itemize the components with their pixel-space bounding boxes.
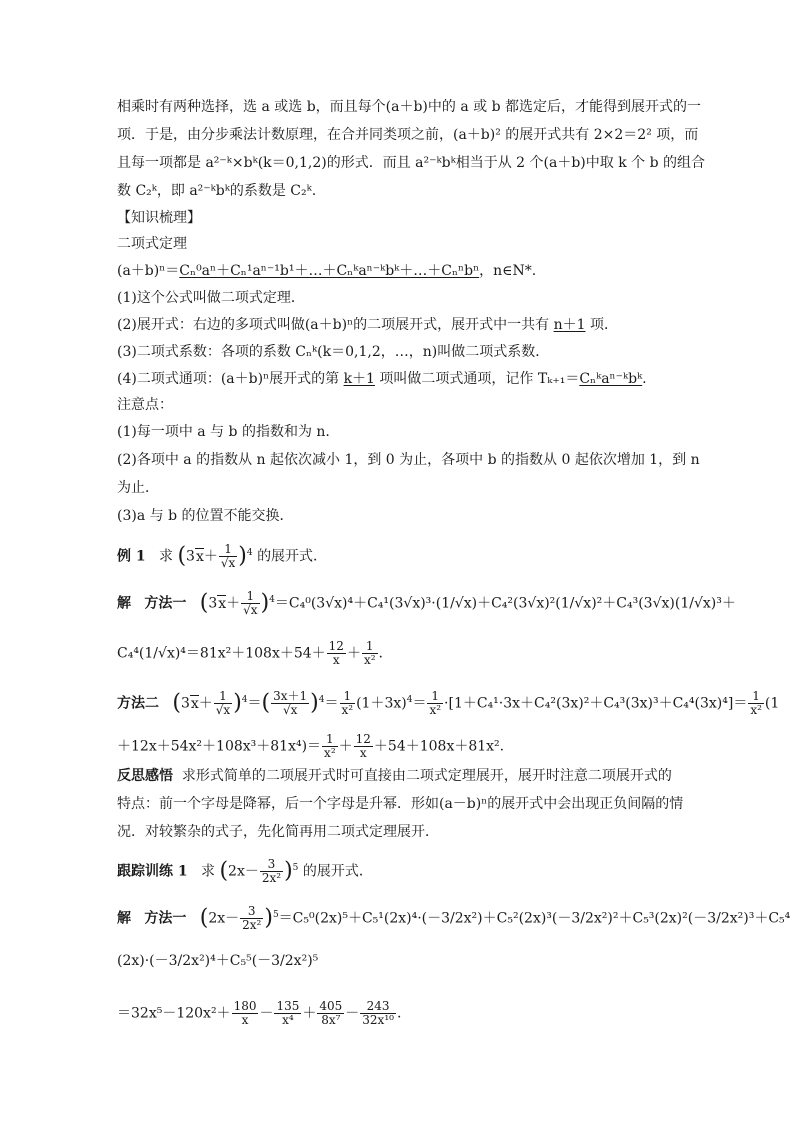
example-1-method-1-line-2: C₄⁴(1/√x)⁴＝81x²＋108x＋54＋ $\frac{12}{x}$ ＋ $\frac{1}{\text{x²}}$ . [117,639,383,667]
method-1-result: C₄⁴(1/√x)⁴＝81x²＋108x＋54＋ [117,645,326,662]
practice-solution-label: 解 [117,910,131,927]
reflection-line-2: 特点：前一个字母是降幂，后一个字母是升幂．形如(a－b)ⁿ的展开式中会出现正负间隔的情 [117,796,684,812]
point-2-answer: n＋1 [553,317,586,333]
reflection-line-3: 况．对较繁杂的式子，先化简再用二项式定理展开． [117,824,439,840]
formula-tail: ，n∈N*. [479,263,537,279]
point-2 [117,316,618,334]
frac-d8x7: 8x⁷ [321,1013,341,1027]
practice-1-line-2: (2x)·(－3/2x²)⁴＋C₅⁵(－3/2x²)⁵ [117,953,319,969]
example-1-method-2-line-1: 方法二 (3x＋ $\frac{1}{√x}$ )$^4$＝( $\frac{3x+1}{√x}$ )$^4$＝ $\frac{1}{\text{x²}}$ $(1+3x)^4=$ $\frac{1}{\text{x²}}$ ·[1＋C₄¹·3x＋C₄²(3x)²＋C₄³(3x)³＋C₄⁴(3x)⁴]＝ $\frac{1}{\text{x²}}$ (1 [117,689,780,717]
reflection-text-1: 求形式简单的二项展开式时可直接由二项式定理展开，展开时注意二项展开式的 [181,768,672,784]
frac-dx4: x⁴ [282,1013,294,1027]
point-1: (1)这个公式叫做二项式定理． [117,290,305,306]
point-4-text: (4)二项式通项：(a＋b)ⁿ展开式的第 [117,371,340,387]
point-2-tail: 项． [589,317,618,333]
practice-ask: 求 [200,863,215,880]
period: . [378,645,383,662]
example-1-method-2-line-2: ＋12x＋54x²＋108x³＋81x⁴)＝ $\frac{1}{\text{x²}}$ ＋ $\frac{12}{x}$ ＋54＋108x＋81x². [117,732,505,760]
theorem-formula [117,262,536,280]
frac-d32x10: 32x¹⁰ [362,1013,394,1027]
practice-expansion-1: ＝C₅⁰(2x)⁵＋C₅¹(2x)⁴·(－3/2x²)＋C₅²(2x)³(－3/2x²)²＋C₅³(2x)²(－3/2x²)³＋C₅⁴ [278,910,791,927]
reflection-label: 反思感悟 [117,768,173,784]
note-2b: 为止． [117,480,159,496]
point-4-mid: 项叫做二项式通项，记作 Tₖ₊₁＝ [379,371,580,387]
frac-num: 1 [219,543,237,557]
method-2-result-tail: ＋54＋108x＋81x². [373,738,505,755]
practice-1-label: 跟踪训练 1 [117,863,188,880]
intro-line-2: 项．于是，由分步乘法计数原理，在合并同类项之前，(a＋b)² 的展开式共有 2×2＝2² 项，而 [117,127,699,143]
practice-method-1-label: 方法一 [144,910,187,927]
method-2-label: 方法二 [117,695,159,712]
point-4-answer: k＋1 [343,371,375,387]
intro-line-3: 且每一项都是 a²⁻ᵏ×bᵏ(k＝0,1,2)的形式．而且 a²⁻ᵏbᵏ相当于从 2 个(a＋b)中取 k 个 b 的组合 [117,155,705,171]
frac-2x2: 2x² [261,871,282,885]
section-heading: 【知识梳理】 [117,210,201,226]
frac-3x1: 3x＋1 [273,689,308,703]
method-1-expansion: ＝C₄⁰(3√x)⁴＋C₄¹(3√x)³·(1/√x)＋C₄²(3√x)²(1/√x)²＋C₄³(3√x)(1/√x)³＋ [274,595,736,612]
practice-1-line-3: ＝32x⁵－120x²＋ $\frac{180}{x}$ － $\frac{135}{\text{x⁴}}$ ＋ $\frac{405}{\text{8x⁷}}$ － $\frac{243}{\text{32x¹⁰}}$ . [117,999,402,1027]
frac-243: 243 [360,1000,396,1014]
note-1: (1)每一项中 a 与 b 的指数和为 n. [117,424,330,440]
practice-ask-tail: 的展开式． [302,863,373,880]
intro-line-4: 数 C₂ᵏ，即 a²⁻ᵏbᵏ的系数是 C₂ᵏ. [117,183,317,199]
point-4 [117,370,647,388]
frac-405: 405 [319,999,343,1013]
method-1-label: 方法一 [144,595,187,612]
point-4-formula: Cₙᵏaⁿ⁻ᵏbᵏ [579,371,643,387]
note-2a: (2)各项中 a 的指数从 n 起依次减小 1，到 0 为止，各项中 b 的指数从 0 起依次增加 1，到 n [117,452,700,468]
example-1-ask: 求 [158,548,173,565]
frac-den: √x [220,556,236,570]
notes-title: 注意点： [117,397,173,413]
solution-label: 解 [117,595,131,612]
point-2-text: (2)展开式：右边的多项式叫做(a＋b)ⁿ的二项展开式，展开式中一共有 [117,317,550,333]
example-1-ask-tail: 的展开式． [257,548,328,565]
frac-3: 3 [260,858,283,872]
frac-180: 180 [233,999,257,1013]
example-1-question: 例 1 求 (3x＋ $\frac{1}{√x}$ )$^4$ 的展开式． [117,542,328,570]
point-4-end: . [642,371,647,387]
theorem-title: 二项式定理 [117,236,187,252]
practice-result: ＝32x⁵－120x²＋ [117,1005,231,1022]
note-3: (3)a 与 b 的位置不能交换． [117,508,294,524]
example-1-label: 例 1 [117,548,146,565]
method-2-result: ＋12x＋54x²＋108x³＋81x⁴)＝ [117,738,322,755]
intro-line-1: 相乘时有两种选择，选 a 或选 b，而且每个(a＋b)中的 a 或 b 都选定后，才能得到展开式的一 [117,99,701,115]
example-1-method-1-line-1: 解 方法一 (3x＋ $\frac{1}{√x}$ )$^4$＝C₄⁰(3√x)⁴＋C₄¹(3√x)³·(1/√x)＋C₄²(3√x)²(1/√x)²＋C₄³(3√x)(1/√x)³＋ [117,589,736,617]
method-2-expansion: ·[1＋C₄¹·3x＋C₄²(3x)²＋C₄³(3x)³＋C₄⁴(3x)⁴]＝ [444,695,748,712]
formula-rhs: Cₙ⁰aⁿ＋Cₙ¹aⁿ⁻¹b¹＋…＋Cₙᵏaⁿ⁻ᵏbᵏ＋…＋Cₙⁿbⁿ [179,263,480,279]
formula-lhs: (a＋b)ⁿ＝ [117,263,180,279]
frac-dx: x [241,1013,249,1027]
frac-135: 135 [276,999,300,1013]
frac-x2: x² [363,653,376,667]
frac-12: 12 [328,639,344,653]
frac-x: x [332,653,340,667]
point-3: (3)二项式系数：各项的系数 Cₙᵏ(k＝0,1,2，…，n)叫做二项式系数． [117,344,550,360]
practice-1-question: 跟踪训练 1 求 (2x－ $\frac{3}{\text{2x²}}$ )$^5$ 的展开式． [117,857,373,885]
reflection-line-1 [117,767,672,785]
practice-1-line-1: 解 方法一 (2x－ $\frac{3}{\text{2x²}}$ )$^5$＝C₅⁰(2x)⁵＋C₅¹(2x)⁴·(－3/2x²)＋C₅²(2x)³(－3/2x²)²＋C₅³(2x)²(－3/2x²)³＋C₅⁴ [117,904,791,932]
method-2-tail: (1 [764,695,780,712]
